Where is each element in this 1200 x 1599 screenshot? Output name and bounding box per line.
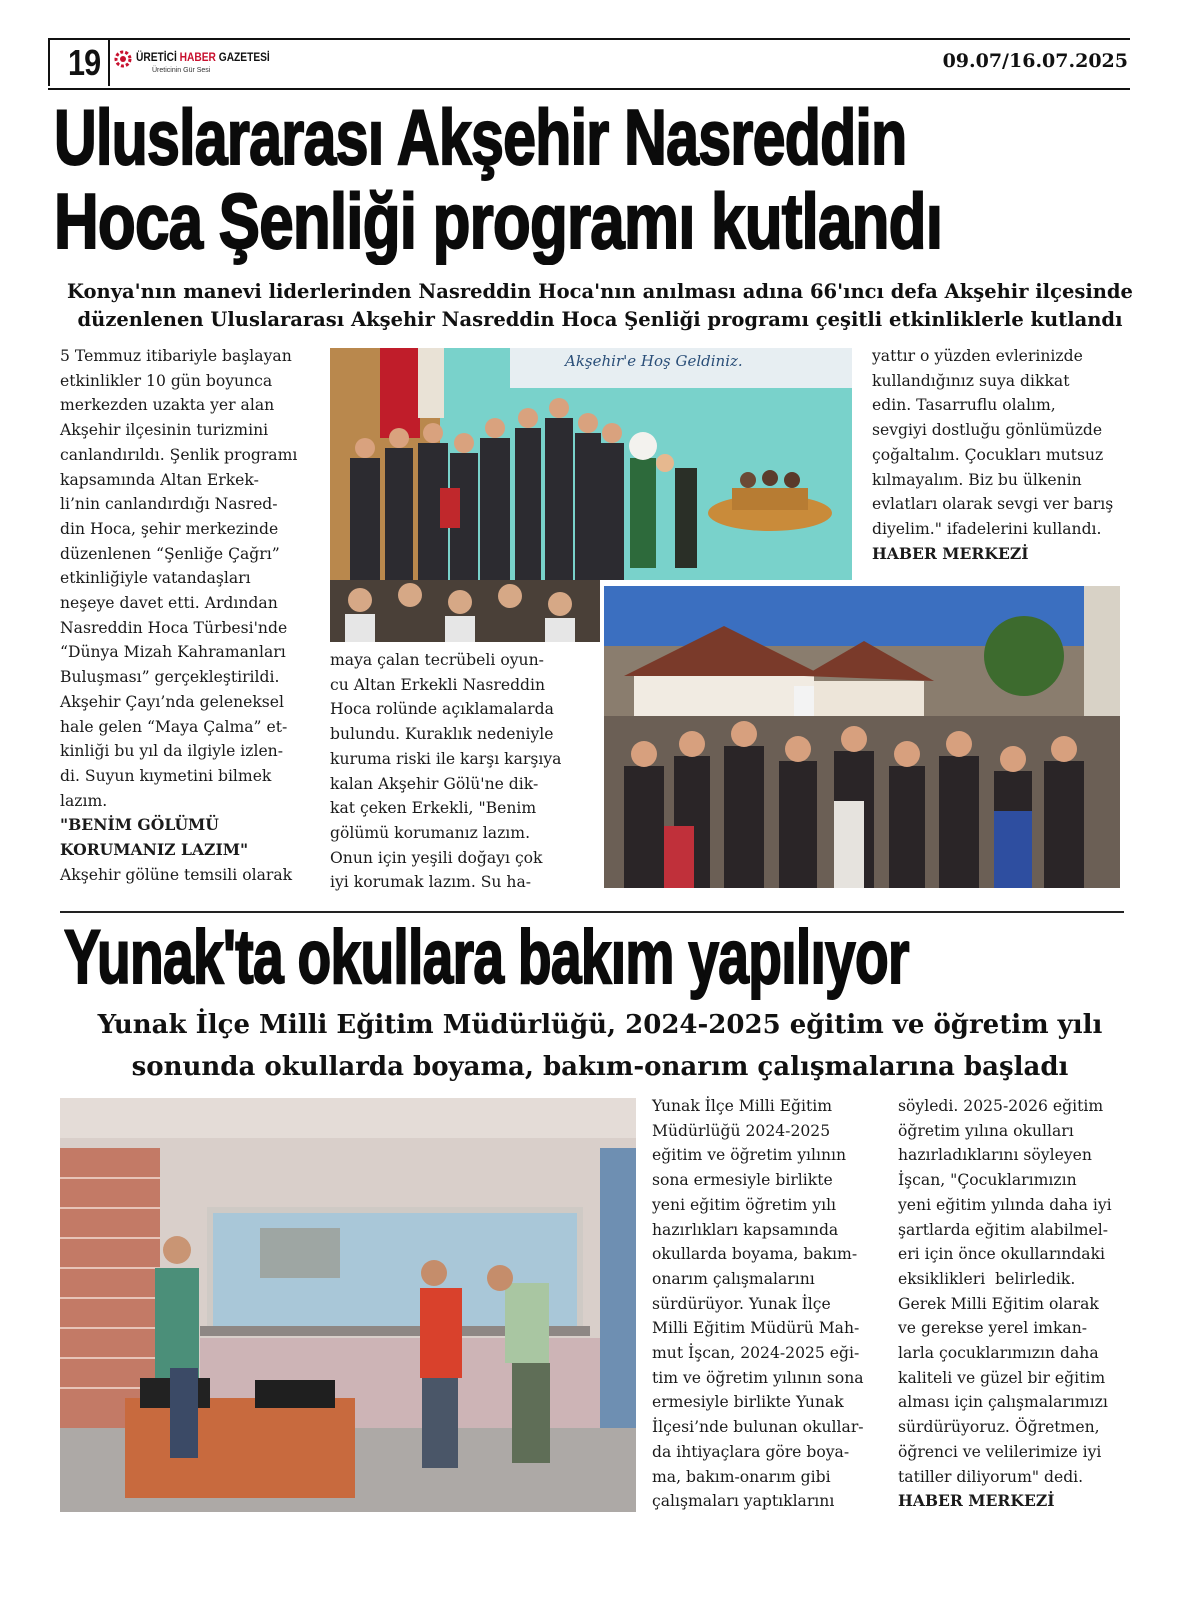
article1-headline-line2: Hoca Şenliği programı kutlandı [54, 177, 943, 265]
crowd-strip-illustration [330, 580, 600, 642]
article1-subhead: "BENİM GÖLÜMÜ KORUMANIZ LAZIM" [60, 815, 249, 860]
page-number-box [48, 40, 110, 86]
article1-photo-crowd-strip [330, 580, 600, 642]
article2-column1: Yunak İlçe Milli Eğitim Müdürlüğü 2024-2025 eğitim ve öğretim yılının sona ermesiyle birlikte yeni eğitim öğretim yılı hazırlıkları kapsamında okullarda boyama, bakım- onarım çalışmalarını sürdürüyor. Yunak İlçe Milli Eğitim Müdürü Mah- mut İşcan, 2024-2025 eği- tim ve öğretim yılının sona ermesiyle birlikte Yunak İlçesi’nde bulunan okullar- da ihtiyaçlara göre boya- ma, bakım-onarım gibi çalışmaları yaptıklarını [652, 1097, 864, 1511]
issue-date: 09.07/16.07.2025 [942, 50, 1128, 72]
article1-col3-text: yattır o yüzden evlerinizde kullandığınız suya dikkat edin. Tasarruflu olalım, sevgiyi dostluğu gönlümüzde çoğaltalım. Çocukları mutsuz kılmayalım. Biz bu ülkenin evlatları olarak sevgi ver barış diyelim." ifadelerini kullandı. [872, 347, 1114, 538]
article1-deck-line1: Konya'nın manevi liderlerinden Nasreddin Hoca'nın anılması adına 66'ıncı defa Akşehir ilçesinde [67, 280, 1133, 303]
article2-deck-line2: sonunda okullarda boyama, bakım-onarım çalışmalarına başladı [131, 1052, 1069, 1082]
article1-photo-ceremony [330, 348, 852, 580]
article1-deck-line2: düzenlenen Uluslararası Akşehir Nasreddin Hoca Şenliği programı çeşitli etkinliklerle kutlandı [77, 308, 1123, 331]
logo-word-3: GAZETESİ [218, 50, 270, 64]
article2-headline: Yunak'ta okullara bakım yapılıyor [64, 915, 909, 1000]
logo-word-1: ÜRETİCİ [136, 50, 177, 64]
article1-deck [40, 278, 1160, 334]
article2-col2-text: söyledi. 2025-2026 eğitim öğretim yılına okulları hazırladıklarını söyleyen İşcan, "Çocuklarımızın yeni eğitim yılında daha iyi şartlarda eğitim alabilmel- eri için önce okullarındaki eksiklikleri belirledik. Gerek Milli Eğitim olarak ve gerekse yerel imkan- larla çocuklarımızın daha kaliteli ve güzel bir eğitim alması için çalışmalarımızı sürdürüyoruz. Öğretmen, öğrenci ve velilerimize iyi tatiller diliyorum" dedi. [898, 1097, 1112, 1486]
article2-column2 [898, 1094, 1112, 1514]
page-number: 19 [68, 42, 101, 83]
article1-headline-line1: Uluslararası Akşehir Nasreddin [54, 93, 907, 181]
welcome-banner-text: Akşehir'e Hoş Geldiniz. [565, 352, 743, 370]
article1-column2: maya çalan tecrübeli oyun- cu Altan Erkekli Nasreddin Hoca rolünde açıklamalarda bulundu. Kuraklık nedeniyle kuruma riski ile karşı karşıya kalan Akşehir Gölü'ne dik- kat çeken Erkekli, "Benim gölümü korumanız lazım. Onun için yeşili doğayı çok iyi korumak lazım. Su ha- [330, 651, 562, 892]
article1-photo-procession [604, 586, 1120, 888]
article1-col1-tail: Akşehir gölüne temsili olarak [60, 865, 293, 884]
ceremony-photo-illustration [330, 348, 852, 580]
logo-word-2: HABER [179, 50, 216, 64]
section-divider [60, 911, 1124, 913]
article2-deck [40, 1004, 1160, 1088]
article1-column3 [872, 344, 1113, 566]
classroom-photo-illustration [60, 1098, 636, 1512]
article2-photo-classroom [60, 1098, 636, 1512]
article1-column1 [60, 344, 297, 887]
procession-photo-illustration [604, 586, 1120, 888]
article1-col1-text: 5 Temmuz itibariyle başlayan etkinlikler 10 gün boyunca merkezden uzakta yer alan Akşehir ilçesinin turizmini canlandırıldı. Şenlik programı kapsamında Altan Erkek- li’nin canlandırdığı Nasred- din Hoca, şehir merkezinde düzenlenen “Şenliğe Çağrı” etkinliğiyle vatandaşları neşeye davet etti. Ardından Nasreddin Hoca Türbesi'nde “Dünya Mizah Kahramanları Buluşması” gerçekleştirildi. Akşehir Çayı’nda geleneksel hale gelen “Maya Çalma” et- kinliği bu yıl da ilgiyle izlen- di. Suyun kıymetini bilmek lazım. [60, 347, 298, 810]
logo-tagline: Üreticinin Gür Sesi [152, 67, 211, 74]
article2-signature: HABER MERKEZİ [898, 1491, 1055, 1511]
newspaper-logo [136, 50, 270, 64]
article1-signature: HABER MERKEZİ [872, 543, 1029, 563]
masthead-bar [48, 38, 1130, 90]
article2-deck-line1: Yunak İlçe Milli Eğitim Müdürlüğü, 2024-2025 eğitim ve öğretim yılı [97, 1010, 1103, 1040]
gear-logo-icon [112, 48, 134, 70]
